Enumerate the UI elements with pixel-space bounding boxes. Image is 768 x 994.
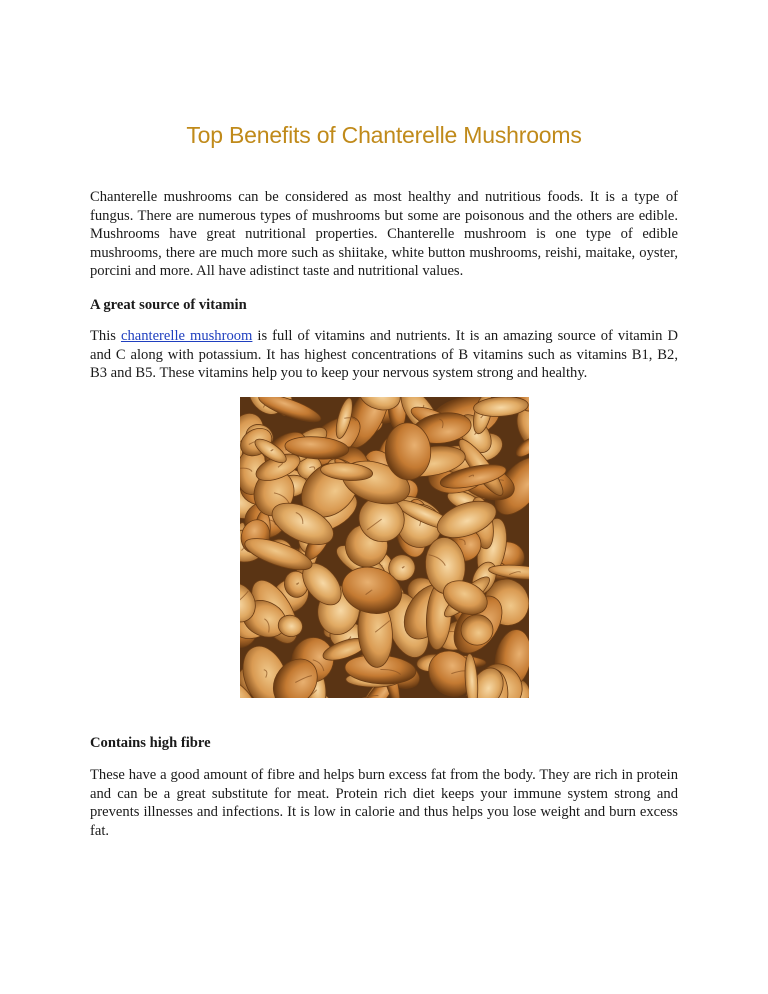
mushroom-image-drawing — [240, 397, 529, 698]
chanterelle-mushroom-link[interactable]: chanterelle mushroom — [120, 328, 253, 344]
mushroom-cap-shape — [460, 614, 493, 645]
intro-paragraph: Chanterelle mushrooms can be considered as most healthy and nutritious foods. It is a type of fungus. There are numerous types of mushrooms but some are poisonous and the others are edible. Mushrooms have great nutritional properties. Chanterelle mushroom is one type of edible mushrooms, there are much more such as shiitake, white button mushrooms, reishi, maitake, oyster, porcini and more. All have adistinct taste and nutritional values. — [90, 189, 678, 279]
fibre-paragraph: These have a good amount of fibre and helps burn excess fat from the body. They are rich in protein and can be a great substitute for meat. Protein rich diet keeps your immune system strong and prevents illnesses and infections. It is low in calorie and thus helps you lose weight and burn excess fat. — [90, 767, 678, 839]
page-title: Top Benefits of Chanterelle Mushrooms — [186, 122, 582, 148]
vitamin-text-end: is full of vitamins and nutrients. It is an amazing source of vitamin D and C along with potassium. It has highest concentrations of B vitamins such as vitamins B1, B2, B3 and B5. These vitamins help you to keep your nervous system strong and healthy. — [90, 328, 678, 381]
section-heading-vitamin: A great source of vitamin — [90, 297, 247, 313]
vitamin-paragraph — [90, 327, 678, 383]
section-heading-fibre: Contains high fibre — [90, 735, 211, 751]
vitamin-text-start: This — [90, 328, 121, 344]
chanterelle-mushrooms-photo — [240, 397, 529, 698]
